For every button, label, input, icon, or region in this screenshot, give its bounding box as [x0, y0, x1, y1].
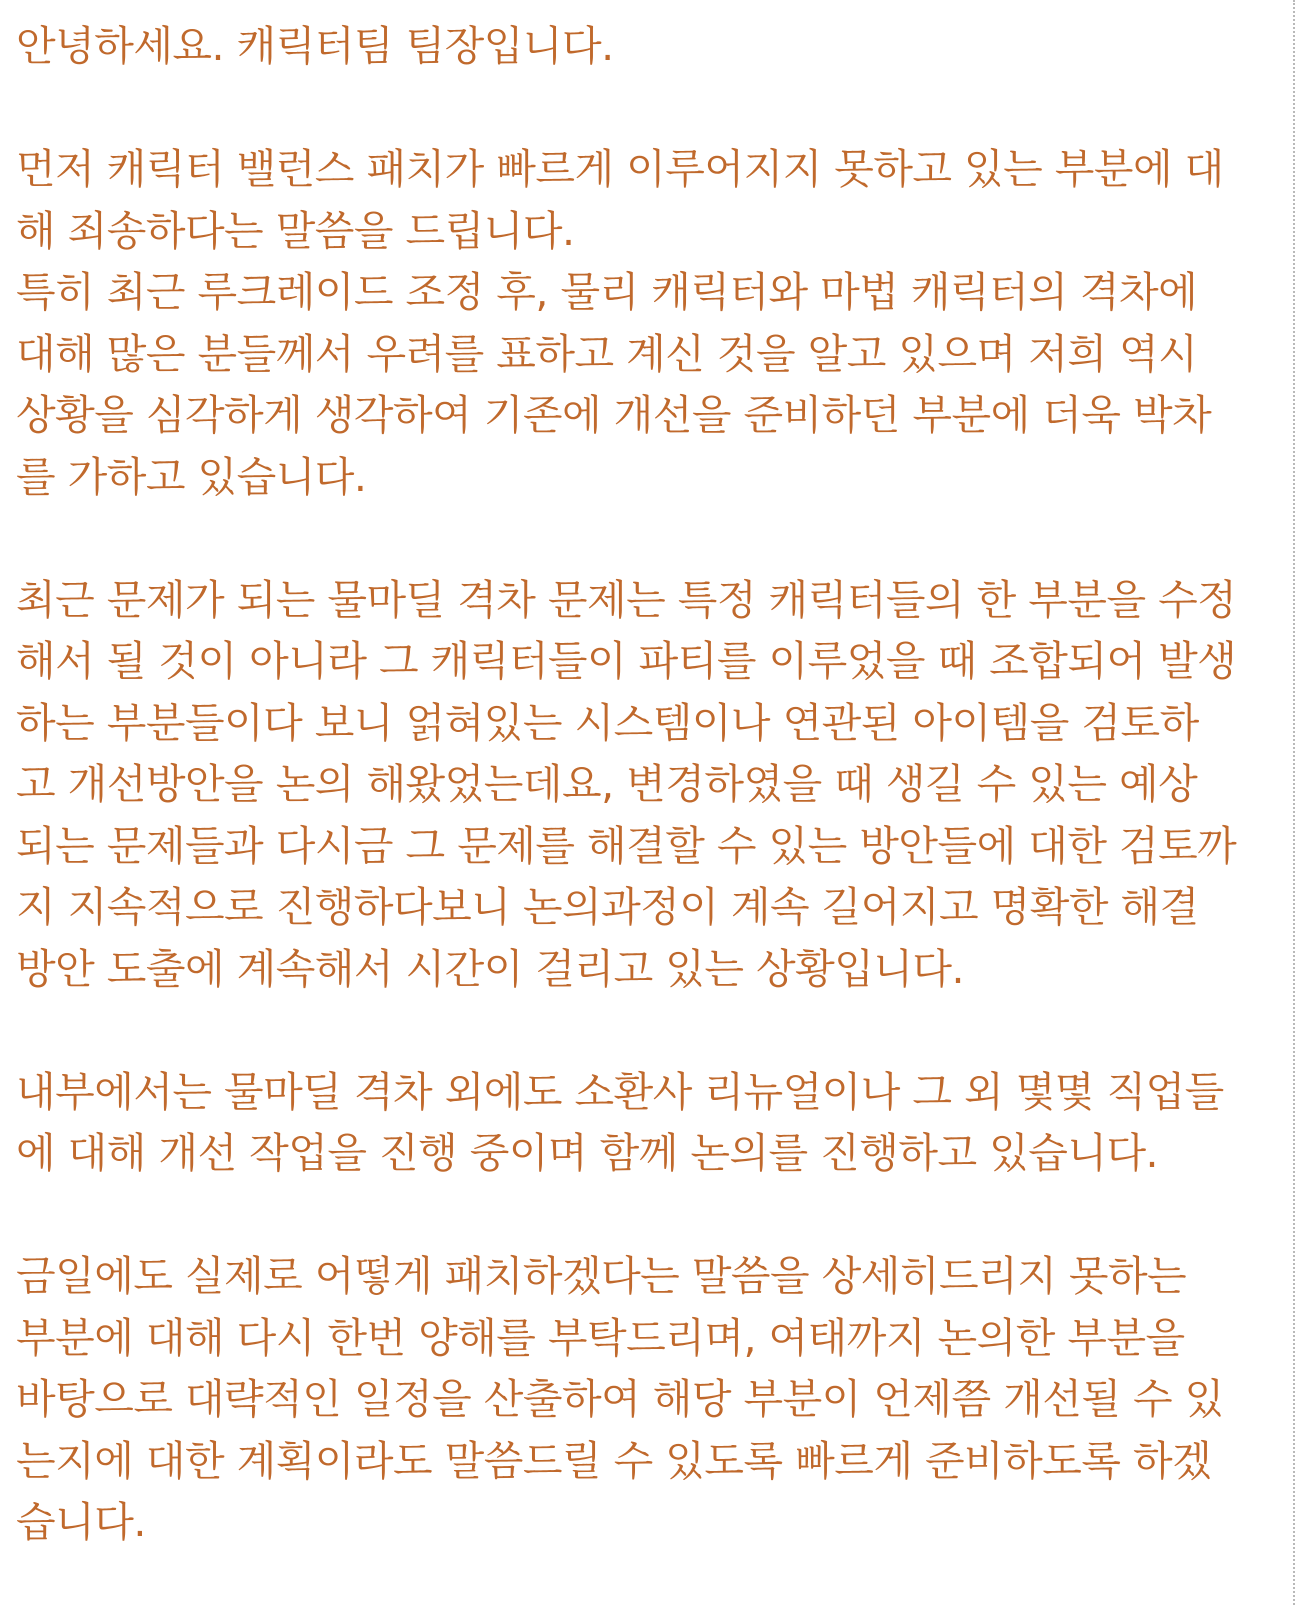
paragraph-gap [16, 1185, 1284, 1247]
closing-paragraph [16, 1246, 1284, 1554]
text-line: 고 개선방안을 논의 해왔었는데요, 변경하였을 때 생길 수 있는 예상 [16, 760, 1198, 808]
text-line: 방안 도출에 계속해서 시간이 걸리고 있는 상황입니다. [16, 944, 965, 993]
text-line: 를 가하고 있습니다. [16, 452, 367, 501]
text-line: 상황을 심각하게 생각하여 기존에 개선을 준비하던 부분에 더욱 박차 [16, 391, 1212, 439]
text-line: 먼저 캐릭터 밸런스 패치가 빠르게 이루어지지 못하고 있는 부분에 대 [16, 145, 1224, 193]
greeting-paragraph [16, 16, 1284, 78]
text-line: 안녕하세요. 캐릭터팀 팀장입니다. [16, 22, 614, 70]
text-line: 특히 최근 루크레이드 조정 후, 물리 캐릭터와 마법 캐릭터의 격차에 [16, 268, 1198, 316]
internal-work-paragraph [16, 1062, 1284, 1185]
text-line: 부분에 대해 다시 한번 양해를 부탁드리며, 여태까지 논의한 부분을 [16, 1313, 1185, 1362]
text-line: 바탕으로 대략적인 일정을 산출하여 해당 부분이 언제쯤 개선될 수 있 [16, 1375, 1224, 1423]
text-line: 하는 부분들이다 보니 얽혀있는 시스템이나 연관된 아이템을 검토하 [16, 698, 1199, 747]
text-line: 대해 많은 분들께서 우려를 표하고 계신 것을 알고 있으며 저희 역시 [16, 329, 1198, 378]
dotted-divider [1293, 0, 1295, 1605]
text-line: 해서 될 것이 아니라 그 캐릭터들이 파티를 이루었을 때 조합되어 발생 [16, 637, 1237, 685]
notice-body [16, 16, 1284, 1554]
text-line: 는지에 대한 계획이라도 말씀드릴 수 있도록 빠르게 준비하도록 하겠 [16, 1436, 1212, 1485]
paragraph-gap [16, 1000, 1284, 1062]
text-line: 최근 문제가 되는 물마딜 격차 문제는 특정 캐릭터들의 한 부분을 수정 [16, 575, 1237, 624]
text-line: 금일에도 실제로 어떻게 패치하겠다는 말씀을 상세히드리지 못하는 [16, 1252, 1187, 1300]
paragraph-gap [16, 78, 1284, 140]
text-line: 되는 문제들과 다시금 그 문제를 해결할 수 있는 방안들에 대한 검토까 [16, 821, 1237, 870]
text-line: 습니다. [16, 1498, 146, 1546]
text-line: 내부에서는 물마딜 격차 외에도 소환사 리뉴얼이나 그 외 몇몇 직업들 [16, 1067, 1224, 1116]
apology-paragraph [16, 139, 1284, 508]
text-line: 에 대해 개선 작업을 진행 중이며 함께 논의를 진행하고 있습니다. [16, 1129, 1159, 1177]
text-line: 지 지속적으로 진행하다보니 논의과정이 계속 길어지고 명확한 해결 [16, 883, 1199, 931]
text-line: 해 죄송하다는 말씀을 드립니다. [16, 206, 575, 255]
paragraph-gap [16, 508, 1284, 570]
issue-paragraph [16, 570, 1284, 1001]
